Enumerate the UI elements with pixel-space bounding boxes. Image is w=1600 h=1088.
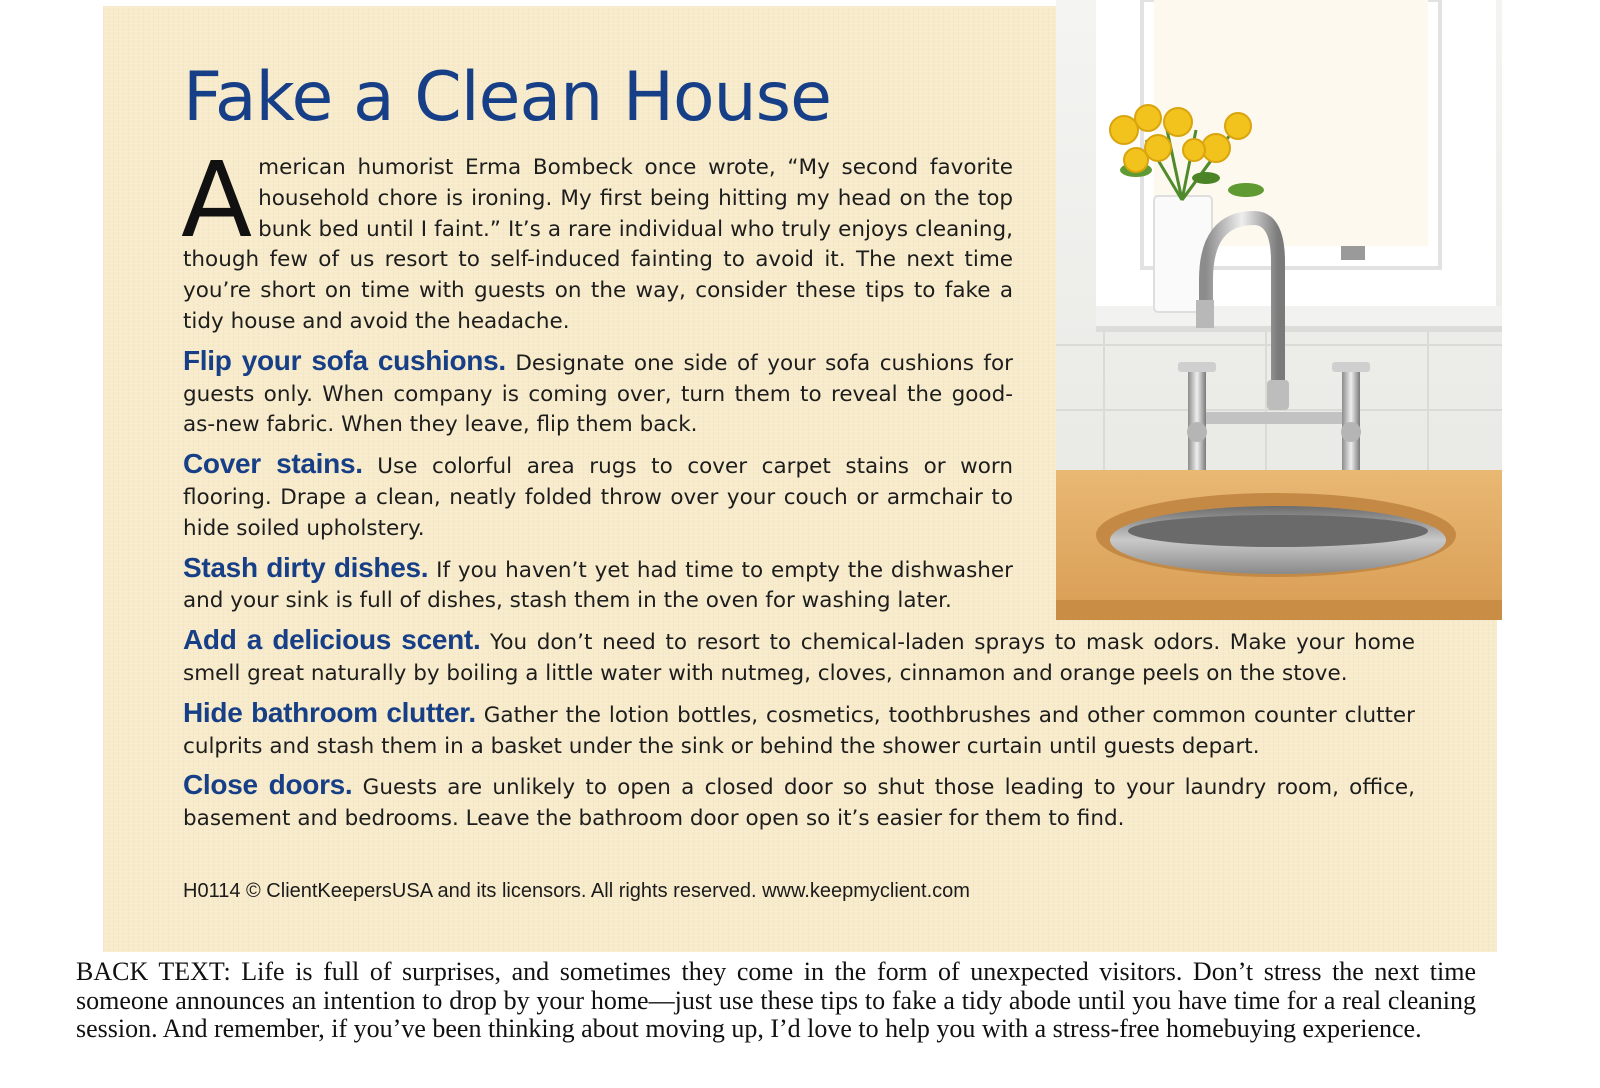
tip-heading: Add a delicious scent. bbox=[183, 624, 481, 656]
drop-cap: A bbox=[181, 139, 253, 261]
copyright-notice: H0114 © ClientKeepersUSA and its licensors. All rights reserved. www.keepmyclient.com bbox=[183, 880, 970, 902]
tip-paragraph bbox=[183, 346, 1013, 441]
article-body bbox=[181, 139, 1415, 843]
tip-text: Gather the lotion bottles, cosmetics, toothbrushes and other common counter clutter culprits and stash them in a basket under the sink or behind the shower curtain until guests depart. bbox=[183, 702, 1415, 759]
intro-text: merican humorist Erma Bombeck once wrote, “My second favorite household chore is ironing. My first being hitting my head on the top bunk bed until I faint.” It’s a rare individual who truly enjoys cleaning, though few of us resort to self-induced fainting to avoid it. The next time you’re short on time with guests on the way, consider these tips to fake a tidy house and avoid the headache. bbox=[183, 155, 1013, 334]
tip-text: If you haven’t yet had time to empty the dishwasher and your sink is full of dishes, stash them in the oven for washing later. bbox=[183, 557, 1013, 614]
tip-paragraph bbox=[183, 449, 1013, 544]
tip-text: Use colorful area rugs to cover carpet stains or worn flooring. Drape a clean, neatly folded throw over your couch or armchair to hide soiled upholstery. bbox=[183, 454, 1013, 541]
tip-paragraph bbox=[183, 698, 1415, 763]
tip-text: Guests are unlikely to open a closed door so shut those leading to your laundry room, office, basement and bedrooms. Leave the bathroom door open so it’s easier for them to find. bbox=[183, 775, 1415, 832]
page-title: Fake a Clean House bbox=[183, 58, 831, 137]
tip-heading: Hide bathroom clutter. bbox=[183, 696, 476, 728]
intro-paragraph bbox=[181, 139, 1013, 338]
tip-heading: Cover stains. bbox=[183, 448, 363, 480]
tip-heading: Stash dirty dishes. bbox=[183, 551, 429, 583]
tip-heading: Close doors. bbox=[183, 769, 353, 801]
tip-paragraph bbox=[183, 625, 1415, 690]
tip-paragraph bbox=[183, 770, 1415, 835]
tip-text: You don’t need to resort to chemical-laden sprays to mask odors. Make your home smell great naturally by boiling a little water with nutmeg, cloves, cinnamon and orange peels on the stove. bbox=[183, 630, 1415, 686]
back-text: BACK TEXT: Life is full of surprises, and sometimes they come in the form of unexpected visitors. Don’t stress the next time someone announces an intention to drop by your home—just use these tips to fake a tidy abode until you have time for a real cleaning session. And remember, if you’ve been thinking about moving up, I’d love to help you with a stress-free homebuying experience. bbox=[76, 957, 1476, 1043]
tip-paragraph bbox=[183, 553, 1013, 618]
tip-heading: Flip your sofa cushions. bbox=[183, 344, 506, 376]
tip-text: Designate one side of your sofa cushions for guests only. When company is coming over, turn them to reveal the good-as-new fabric. When they leave, flip them back. bbox=[183, 350, 1013, 438]
